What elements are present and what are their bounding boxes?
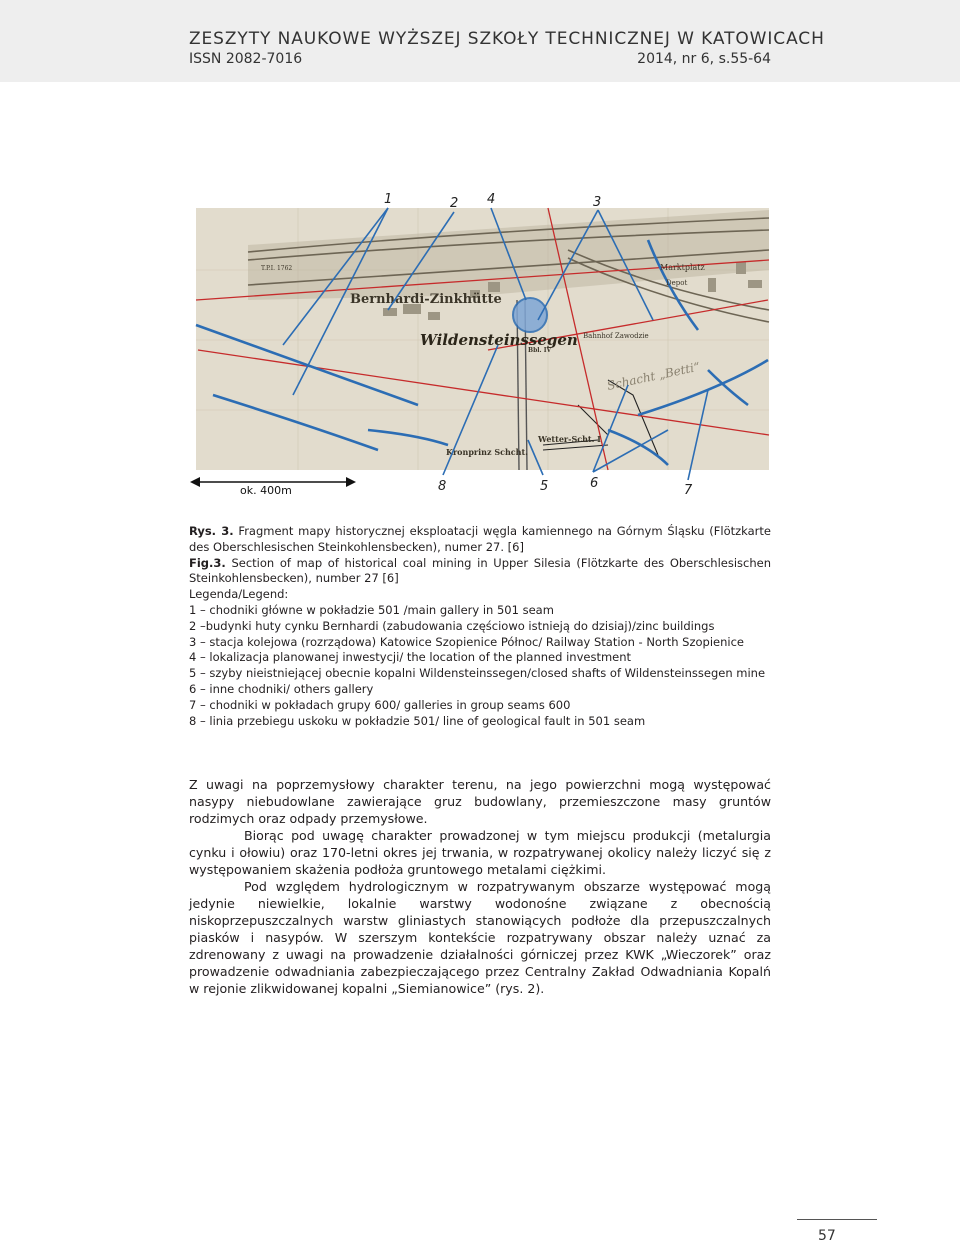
caption-rys-text: Fragment mapy historycznej eksploatacji węgla kamiennego na Górnym Śląsku (Flötzkarte des Oberschlesischen Steinkohlensbecken), numer 27. [6] [189,524,771,554]
legend-item: 2 –budynki huty cynku Bernhardi (zabudowania częściowo istnieją do dzisiaj)/zinc buildings [189,618,715,633]
page-number-rule [797,1219,877,1220]
map-label-bahnhof: Bahnhof Zawodzie [583,332,649,340]
map-label-bbl: Bbl. IV [528,347,552,354]
caption-rys-label: Rys. 3. [189,524,234,538]
scale-label: ok. 400m [240,484,292,497]
legend-item: 4 – lokalizacja planowanej inwestycji/ the location of the planned investment [189,650,632,665]
map-label-marktplatz: Marktplatz [660,263,705,272]
body-text [189,776,771,997]
journal-header [0,0,960,82]
map-label-depot: Depot [666,279,688,287]
paragraph: Pod względem hydrologicznym w rozpatrywanym obszarze występować mogą jedynie niewielkie, lokalnie warstwy wodonośne związane z obecnością niskoprzepuszczalnych warstw gliniastych stanowiących podłoże dla przepuszczalnych piasków i nasypów. W szerszym kontekście rozpatrywany obszar należy uznać za zdrenowany z uwagi na prowadzenie działalności górniczej przez KWK „Wieczorek” oraz prowadzenie odwadniania zabezpieczającego przez Centralny Zakład Odwadniania Kopalń w rejonie zlikwidowanej kopalni „Siemianowice” (rys. 2). [189,879,771,996]
map-label-tpl: T.P.I. 1762 [261,265,293,272]
marker-5: 5 [540,479,549,494]
marker-1: 1 [384,192,393,207]
investment-location-circle [513,298,547,332]
marker-4: 4 [487,192,496,207]
map-label-betti: Schacht „Betti“ [605,359,702,393]
map-label-wetter: Wetter-Scht. I [538,434,601,444]
paragraph: Biorąc pod uwagę charakter prowadzonej w tym miejscu produkcji (metalurgia cynku i ołowiu) oraz 170-letni okres jej trwania, w rozpatrywanej okolicy należy liczyć się z występowaniem skażenia podłoża gruntowego metalami ciężkimi. [189,828,771,877]
legend-item: 6 – inne chodniki/ others gallery [189,681,374,696]
marker-7: 7 [684,483,693,498]
marker-6: 6 [590,476,599,491]
figure-map [188,190,772,498]
legend-item: 1 – chodniki główne w pokładzie 501 /main gallery in 501 seam [189,602,554,617]
paragraph: Z uwagi na poprzemysłowy charakter terenu, na jego powierzchni mogą występować nasypy niebudowlane zawierające gruz budowlany, przemieszczone masy gruntów rodzimych oraz odpady przemysłowe. [189,777,771,826]
issn: ISSN 2082-7016 [189,51,303,67]
map-label-kronprinz: Kronprinz Schcht. [446,447,528,457]
marker-3: 3 [593,195,602,210]
legend-item: 8 – linia przebiegu uskoku w pokładzie 501/ line of geological fault in 501 seam [189,713,646,728]
page-number: 57 [818,1228,836,1244]
legend-item: 5 – szyby nieistniejącej obecnie kopalni Wildensteinssegen/closed shafts of Wildensteinssegen mine [189,666,766,681]
figure-caption [189,524,771,729]
marker-2: 2 [450,196,459,211]
journal-title: ZESZYTY NAUKOWE WYŻSZEJ SZKOŁY TECHNICZNEJ W KATOWICACH [189,29,825,49]
map-label-wildenstein: Wildensteinssegen [420,331,578,349]
legend-title: Legenda/Legend: [189,587,289,602]
scale-bar [190,476,356,498]
legend-item: 7 – chodniki w pokładach grupy 600/ galleries in group seams 600 [189,697,571,712]
legend-item: 3 – stacja kolejowa (rozrządowa) Katowice Szopienice Północ/ Railway Station - North Szopienice [189,634,744,649]
caption-fig-text: Section of map of historical coal mining in Upper Silesia (Flötzkarte des Oberschlesischen Steinkohlensbecken), number 27 [6] [189,555,772,586]
volume-pages: 2014, nr 6, s.55-64 [637,51,771,67]
caption-english [189,556,771,588]
caption-fig-label: Fig.3. [189,555,226,570]
caption-polish [189,524,771,556]
map-label-bernhardi: Bernhardi-Zinkhütte [350,292,502,307]
marker-8: 8 [438,479,447,494]
map-svg [188,190,772,498]
